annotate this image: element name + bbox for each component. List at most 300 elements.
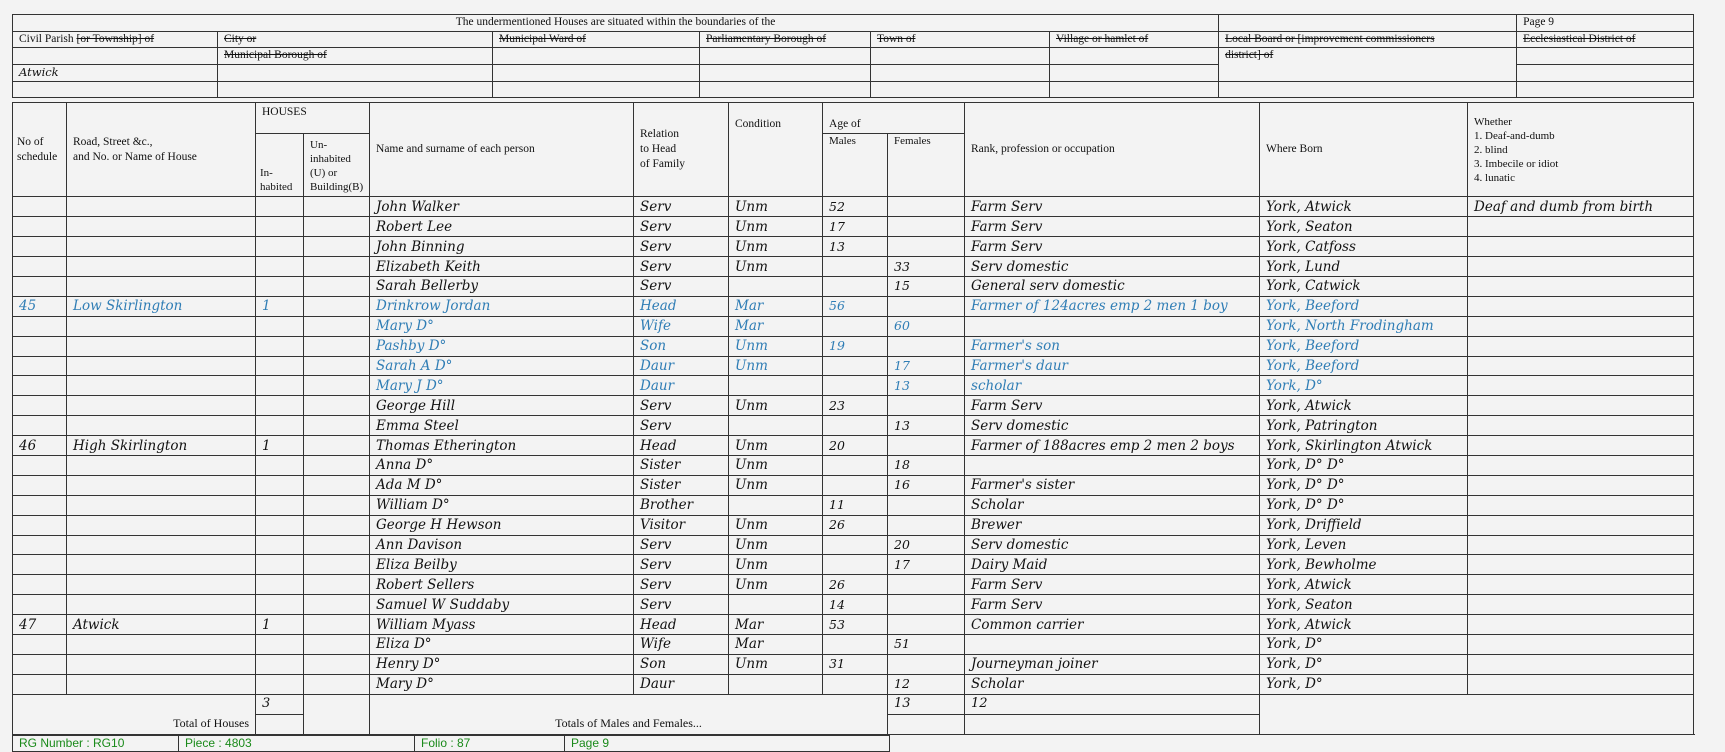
- blank-c3: [493, 48, 700, 65]
- row-male-age: 26: [823, 515, 888, 535]
- row-uninhabited: [304, 475, 370, 495]
- row-condition: Unm: [729, 336, 823, 356]
- row-condition: Unm: [729, 217, 823, 237]
- row-name: Eliza Beilby: [370, 555, 634, 575]
- village-hamlet-label: Village or hamlet of: [1050, 31, 1219, 48]
- row-male-age: 17: [823, 217, 888, 237]
- civil-parish-label: [13, 31, 218, 48]
- total-females: 12: [965, 694, 1260, 714]
- row-female-age: 51: [888, 635, 965, 655]
- row-occupation: [965, 635, 1260, 655]
- row-occupation: Serv domestic: [965, 535, 1260, 555]
- column-headers: [13, 103, 1694, 197]
- row-male-age: 56: [823, 296, 888, 316]
- row-relation: Head: [634, 296, 729, 316]
- row-condition: Mar: [729, 635, 823, 655]
- total-blank: [1260, 694, 1694, 734]
- row-whether: [1468, 635, 1694, 655]
- row-male-age: 13: [823, 237, 888, 257]
- row-whether: [1468, 615, 1694, 635]
- row-birthplace: York, North Frodingham: [1260, 316, 1468, 336]
- total-houses-blank: [256, 714, 304, 734]
- row-whether: [1468, 475, 1694, 495]
- header-born: Where Born: [1260, 103, 1468, 197]
- row-name: Robert Sellers: [370, 575, 634, 595]
- blank-r4c2: [218, 65, 493, 82]
- row-schedule: [13, 316, 67, 336]
- row-condition: [729, 376, 823, 396]
- row-uninhabited: [304, 336, 370, 356]
- row-relation: Wife: [634, 635, 729, 655]
- row-birthplace: York, Seaton: [1260, 595, 1468, 615]
- row-uninhabited: [304, 197, 370, 217]
- row-condition: Unm: [729, 456, 823, 476]
- row-female-age: [888, 436, 965, 456]
- row-birthplace: York, Bewholme: [1260, 555, 1468, 575]
- row-male-age: 14: [823, 595, 888, 615]
- row-name: Mary D°: [370, 674, 634, 694]
- row-schedule: 46: [13, 436, 67, 456]
- row-occupation: [965, 456, 1260, 476]
- header-schedule: [13, 103, 67, 197]
- row-male-age: [823, 316, 888, 336]
- row-male-age: 23: [823, 396, 888, 416]
- row-male-age: 53: [823, 615, 888, 635]
- row-whether: [1468, 555, 1694, 575]
- row-road: [67, 416, 256, 436]
- row-occupation: Brewer: [965, 515, 1260, 535]
- row-condition: Unm: [729, 197, 823, 217]
- parliamentary-borough-label: Parliamentary Borough of: [700, 31, 871, 48]
- row-inhabited: 1: [256, 436, 304, 456]
- local-board-label-2: district] of: [1219, 48, 1517, 65]
- row-birthplace: York, Atwick: [1260, 615, 1468, 635]
- row-female-age: [888, 396, 965, 416]
- table-row: [13, 217, 1694, 237]
- row-whether: [1468, 495, 1694, 515]
- row-relation: Serv: [634, 257, 729, 277]
- row-uninhabited: [304, 635, 370, 655]
- header-uninhabited-l2: inhabited: [310, 153, 351, 166]
- blank-r5c1: [13, 81, 218, 98]
- row-road: Low Skirlington: [67, 296, 256, 316]
- row-occupation: Farmer's daur: [965, 356, 1260, 376]
- row-relation: Serv: [634, 217, 729, 237]
- row-inhabited: [256, 356, 304, 376]
- row-name: Eliza D°: [370, 635, 634, 655]
- row-male-age: [823, 555, 888, 575]
- blank-r5c2: [218, 81, 493, 98]
- table-row: [13, 376, 1694, 396]
- blank-r4c5: [871, 65, 1050, 82]
- row-whether: [1468, 257, 1694, 277]
- row-name: William D°: [370, 495, 634, 515]
- table-row: [13, 316, 1694, 336]
- row-road: [67, 277, 256, 297]
- row-uninhabited: [304, 456, 370, 476]
- row-occupation: Farmer of 124acres emp 2 men 1 boy: [965, 296, 1260, 316]
- row-birthplace: York, Lund: [1260, 257, 1468, 277]
- table-row: [13, 515, 1694, 535]
- row-female-age: 15: [888, 277, 965, 297]
- row-male-age: [823, 376, 888, 396]
- row-inhabited: [256, 674, 304, 694]
- row-schedule: [13, 336, 67, 356]
- row-inhabited: [256, 376, 304, 396]
- row-uninhabited: [304, 257, 370, 277]
- row-uninhabited: [304, 356, 370, 376]
- row-schedule: 47: [13, 615, 67, 635]
- table-row: [13, 555, 1694, 575]
- blank-r5c8: [1517, 81, 1694, 98]
- row-birthplace: York, D°: [1260, 674, 1468, 694]
- row-road: High Skirlington: [67, 436, 256, 456]
- row-schedule: [13, 197, 67, 217]
- row-condition: Mar: [729, 316, 823, 336]
- table-row: [13, 416, 1694, 436]
- row-road: [67, 197, 256, 217]
- row-road: Atwick: [67, 615, 256, 635]
- row-condition: Unm: [729, 396, 823, 416]
- blank-r5c5: [871, 81, 1050, 98]
- header-condition: Condition: [729, 103, 823, 197]
- row-occupation: [965, 316, 1260, 336]
- row-condition: Unm: [729, 535, 823, 555]
- row-road: [67, 555, 256, 575]
- blank-r4c7: [1219, 65, 1517, 82]
- row-relation: Head: [634, 615, 729, 635]
- row-schedule: [13, 396, 67, 416]
- row-occupation: Farmer's son: [965, 336, 1260, 356]
- row-male-age: [823, 277, 888, 297]
- row-name: George H Hewson: [370, 515, 634, 535]
- row-female-age: [888, 495, 965, 515]
- row-condition: [729, 674, 823, 694]
- header-whether-l4: 3. Imbecile or idiot: [1474, 157, 1559, 170]
- table-row: [13, 296, 1694, 316]
- blank-c6: [1050, 48, 1219, 65]
- total-houses-value: 3: [256, 694, 304, 714]
- row-male-age: [823, 635, 888, 655]
- blank-r5c7: [1219, 81, 1517, 98]
- row-uninhabited: [304, 396, 370, 416]
- row-inhabited: [256, 456, 304, 476]
- row-road: [67, 595, 256, 615]
- row-name: Drinkrow Jordan: [370, 296, 634, 316]
- row-schedule: [13, 456, 67, 476]
- row-female-age: 17: [888, 555, 965, 575]
- row-male-age: 20: [823, 436, 888, 456]
- row-relation: Serv: [634, 575, 729, 595]
- row-name: Emma Steel: [370, 416, 634, 436]
- row-female-age: 16: [888, 475, 965, 495]
- row-condition: Unm: [729, 257, 823, 277]
- row-whether: [1468, 436, 1694, 456]
- row-condition: Mar: [729, 296, 823, 316]
- row-inhabited: [256, 277, 304, 297]
- row-occupation: Journeyman joiner: [965, 654, 1260, 674]
- row-female-age: 17: [888, 356, 965, 376]
- row-inhabited: [256, 654, 304, 674]
- folio-number: Folio : 87: [415, 735, 565, 751]
- row-name: Samuel W Suddaby: [370, 595, 634, 615]
- header-inhabited-l1: In-: [260, 167, 273, 180]
- row-inhabited: [256, 197, 304, 217]
- row-uninhabited: [304, 296, 370, 316]
- header-relation-l1: Relation: [640, 128, 679, 141]
- row-name: Ada M D°: [370, 475, 634, 495]
- row-whether: [1468, 217, 1694, 237]
- row-whether: [1468, 416, 1694, 436]
- table-row: [13, 277, 1694, 297]
- header-relation: [634, 103, 729, 197]
- row-name: Sarah Bellerby: [370, 277, 634, 297]
- row-birthplace: York, D°: [1260, 635, 1468, 655]
- table-row: [13, 575, 1694, 595]
- header-schedule-l1: No of: [17, 135, 44, 148]
- row-inhabited: [256, 575, 304, 595]
- row-schedule: 45: [13, 296, 67, 316]
- row-occupation: Scholar: [965, 495, 1260, 515]
- row-occupation: Scholar: [965, 674, 1260, 694]
- row-road: [67, 654, 256, 674]
- blank-c4: [700, 48, 871, 65]
- row-road: [67, 456, 256, 476]
- row-birthplace: York, D° D°: [1260, 456, 1468, 476]
- row-inhabited: [256, 237, 304, 257]
- table-row: [13, 237, 1694, 257]
- row-male-age: 31: [823, 654, 888, 674]
- row-whether: [1468, 336, 1694, 356]
- row-condition: [729, 416, 823, 436]
- row-schedule: [13, 277, 67, 297]
- row-birthplace: York, Atwick: [1260, 197, 1468, 217]
- header-inhabited-l2: habited: [260, 181, 293, 194]
- row-schedule: [13, 237, 67, 257]
- row-inhabited: 1: [256, 615, 304, 635]
- row-birthplace: York, D°: [1260, 654, 1468, 674]
- row-relation: Serv: [634, 396, 729, 416]
- row-female-age: [888, 197, 965, 217]
- row-relation: Serv: [634, 277, 729, 297]
- municipal-ward-label: Municipal Ward of: [493, 31, 700, 48]
- header-uninhabited-l1: Un-: [310, 139, 328, 152]
- row-female-age: 60: [888, 316, 965, 336]
- census-table: [12, 102, 1694, 734]
- row-uninhabited: [304, 376, 370, 396]
- header-road: [67, 103, 256, 197]
- header-road-l1: Road, Street &c.,: [73, 135, 153, 148]
- row-name: Robert Lee: [370, 217, 634, 237]
- row-whether: [1468, 654, 1694, 674]
- blank-r4c3: [493, 65, 700, 82]
- row-condition: Unm: [729, 575, 823, 595]
- row-inhabited: [256, 316, 304, 336]
- row-name: John Walker: [370, 197, 634, 217]
- row-whether: [1468, 575, 1694, 595]
- header-whether-l3: 2. blind: [1474, 143, 1508, 156]
- row-condition: [729, 277, 823, 297]
- row-inhabited: [256, 416, 304, 436]
- row-road: [67, 237, 256, 257]
- row-schedule: [13, 515, 67, 535]
- row-uninhabited: [304, 495, 370, 515]
- row-relation: Daur: [634, 674, 729, 694]
- row-whether: [1468, 237, 1694, 257]
- header-whether-l5: 4. lunatic: [1474, 171, 1515, 184]
- row-schedule: [13, 674, 67, 694]
- row-female-age: [888, 654, 965, 674]
- row-inhabited: [256, 555, 304, 575]
- row-male-age: [823, 456, 888, 476]
- row-road: [67, 575, 256, 595]
- row-uninhabited: [304, 575, 370, 595]
- row-condition: Unm: [729, 436, 823, 456]
- local-board-label: Local Board or [improvement commissioners: [1219, 31, 1517, 48]
- total-uninhabited: [304, 694, 370, 734]
- header-whether-l1: Whether: [1474, 115, 1512, 128]
- row-road: [67, 475, 256, 495]
- blank-r4c6: [1050, 65, 1219, 82]
- row-relation: Serv: [634, 237, 729, 257]
- row-name: Thomas Etherington: [370, 436, 634, 456]
- row-inhabited: [256, 635, 304, 655]
- row-road: [67, 217, 256, 237]
- header-schedule-l2: schedule: [17, 150, 58, 163]
- parish-value: Atwick: [13, 65, 218, 82]
- row-birthplace: York, Atwick: [1260, 396, 1468, 416]
- row-condition: Unm: [729, 356, 823, 376]
- header-road-l2: and No. or Name of House: [73, 150, 197, 163]
- row-female-age: [888, 515, 965, 535]
- row-male-age: [823, 475, 888, 495]
- row-female-age: 12: [888, 674, 965, 694]
- row-whether: Deaf and dumb from birth: [1468, 197, 1694, 217]
- row-schedule: [13, 635, 67, 655]
- row-birthplace: York, Catfoss: [1260, 237, 1468, 257]
- row-occupation: Farm Serv: [965, 197, 1260, 217]
- header-houses: HOUSES: [256, 103, 370, 134]
- table-row: [13, 615, 1694, 635]
- row-female-age: 18: [888, 456, 965, 476]
- row-condition: Mar: [729, 615, 823, 635]
- row-relation: Serv: [634, 535, 729, 555]
- table-row: [13, 495, 1694, 515]
- row-name: Anna D°: [370, 456, 634, 476]
- header-females: Females: [888, 134, 965, 197]
- row-occupation: Farm Serv: [965, 237, 1260, 257]
- row-female-age: [888, 575, 965, 595]
- row-inhabited: [256, 257, 304, 277]
- census-rows: [13, 197, 1694, 694]
- header-relation-l3: of Family: [640, 158, 686, 171]
- rg-number: RG Number : RG10: [13, 735, 179, 751]
- row-male-age: 52: [823, 197, 888, 217]
- row-occupation: Farm Serv: [965, 217, 1260, 237]
- row-condition: Unm: [729, 475, 823, 495]
- blank-r5c3: [493, 81, 700, 98]
- row-male-age: 26: [823, 575, 888, 595]
- row-name: Mary J D°: [370, 376, 634, 396]
- row-birthplace: York, Beeford: [1260, 296, 1468, 316]
- row-inhabited: [256, 595, 304, 615]
- row-birthplace: York, Atwick: [1260, 575, 1468, 595]
- row-inhabited: [256, 217, 304, 237]
- town-label: Town of: [871, 31, 1050, 48]
- totals-section: [13, 694, 1694, 734]
- row-occupation: Common carrier: [965, 615, 1260, 635]
- row-birthplace: York, Driffield: [1260, 515, 1468, 535]
- reference-bar: [12, 735, 890, 752]
- row-condition: Unm: [729, 555, 823, 575]
- row-occupation: Farm Serv: [965, 595, 1260, 615]
- row-occupation: Farm Serv: [965, 396, 1260, 416]
- row-birthplace: York, D° D°: [1260, 475, 1468, 495]
- table-row: [13, 595, 1694, 615]
- row-road: [67, 396, 256, 416]
- header-whether-l2: 1. Deaf-and-dumb: [1474, 129, 1555, 142]
- row-name: Elizabeth Keith: [370, 257, 634, 277]
- table-row: [13, 436, 1694, 456]
- row-inhabited: [256, 515, 304, 535]
- piece-number: Piece : 4803: [179, 735, 415, 751]
- table-row: [13, 635, 1694, 655]
- row-female-age: 13: [888, 376, 965, 396]
- row-schedule: [13, 475, 67, 495]
- row-occupation: Serv domestic: [965, 416, 1260, 436]
- row-female-age: [888, 296, 965, 316]
- row-relation: Brother: [634, 495, 729, 515]
- row-inhabited: [256, 336, 304, 356]
- header-occupation: Rank, profession or occupation: [965, 103, 1260, 197]
- row-road: [67, 336, 256, 356]
- row-schedule: [13, 555, 67, 575]
- row-road: [67, 515, 256, 535]
- row-whether: [1468, 376, 1694, 396]
- row-schedule: [13, 575, 67, 595]
- row-occupation: Farmer of 188acres emp 2 men 2 boys: [965, 436, 1260, 456]
- blank-r4c4: [700, 65, 871, 82]
- row-uninhabited: [304, 595, 370, 615]
- row-road: [67, 535, 256, 555]
- row-uninhabited: [304, 416, 370, 436]
- row-relation: Sister: [634, 456, 729, 476]
- row-uninhabited: [304, 615, 370, 635]
- row-condition: Unm: [729, 515, 823, 535]
- row-female-age: [888, 237, 965, 257]
- table-row: [13, 257, 1694, 277]
- municipal-borough-label: Municipal Borough of: [218, 48, 493, 65]
- row-name: Mary D°: [370, 316, 634, 336]
- row-name: Pashby D°: [370, 336, 634, 356]
- row-condition: Unm: [729, 237, 823, 257]
- row-female-age: [888, 336, 965, 356]
- table-row: [13, 336, 1694, 356]
- row-relation: Daur: [634, 376, 729, 396]
- row-whether: [1468, 277, 1694, 297]
- row-uninhabited: [304, 217, 370, 237]
- ecclesiastical-label: Ecclesiastical District of: [1517, 31, 1694, 48]
- row-male-age: [823, 674, 888, 694]
- total-mf-label: Totals of Males and Females...: [370, 694, 888, 734]
- row-inhabited: [256, 475, 304, 495]
- row-birthplace: York, Catwick: [1260, 277, 1468, 297]
- row-whether: [1468, 396, 1694, 416]
- census-sheet: [12, 14, 1693, 752]
- boundaries-blank: [1219, 15, 1517, 32]
- row-relation: Serv: [634, 197, 729, 217]
- row-uninhabited: [304, 277, 370, 297]
